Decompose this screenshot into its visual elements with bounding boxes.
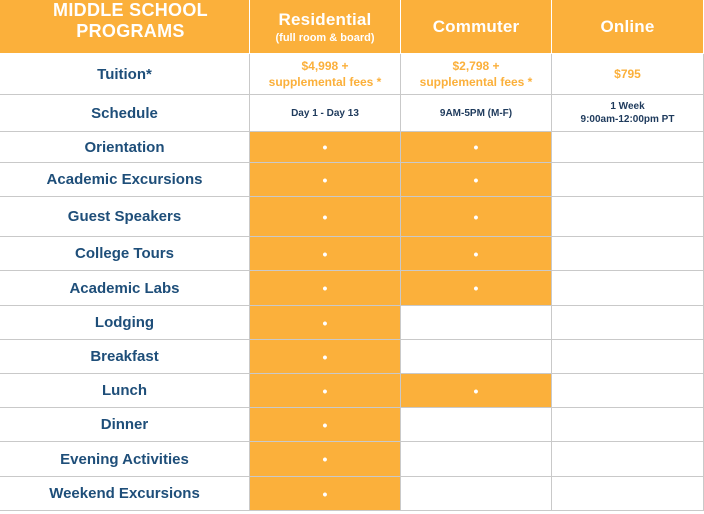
- schedule-line: 1 Week: [610, 101, 645, 112]
- row-label-weekend-excursions: Weekend Excursions: [0, 477, 250, 511]
- row-label-academic-labs: Academic Labs: [0, 271, 250, 306]
- column-subtitle: (full room & board): [275, 31, 375, 44]
- included-dot-icon: •: [322, 382, 328, 399]
- row-label-schedule: Schedule: [0, 95, 250, 132]
- feature-cell-residential: [250, 442, 401, 477]
- included-dot-icon: •: [473, 208, 479, 225]
- feature-cell-residential: [250, 163, 401, 197]
- feature-cell-online: [552, 197, 704, 237]
- table-title: MIDDLE SCHOOL PROGRAMS: [0, 0, 250, 54]
- included-dot-icon: •: [322, 416, 328, 433]
- feature-cell-commuter: [401, 340, 552, 374]
- column-name: Commuter: [432, 16, 520, 36]
- row-label-dinner: Dinner: [0, 408, 250, 442]
- feature-cell-residential: [250, 132, 401, 163]
- included-dot-icon: •: [322, 245, 328, 262]
- feature-cell-residential: [250, 271, 401, 306]
- feature-cell-commuter: [401, 197, 552, 237]
- column-header-online: [552, 0, 704, 54]
- included-dot-icon: •: [473, 382, 479, 399]
- included-dot-icon: •: [473, 245, 479, 262]
- feature-cell-online: [552, 374, 704, 408]
- feature-cell-residential: [250, 477, 401, 511]
- feature-cell-commuter: [401, 271, 552, 306]
- included-dot-icon: •: [322, 208, 328, 225]
- feature-cell-commuter: [401, 442, 552, 477]
- feature-cell-commuter: [401, 237, 552, 271]
- tuition-residential: [250, 54, 401, 95]
- feature-cell-online: [552, 442, 704, 477]
- feature-cell-residential: [250, 237, 401, 271]
- feature-cell-residential: [250, 374, 401, 408]
- feature-cell-residential: [250, 340, 401, 374]
- feature-cell-online: [552, 132, 704, 163]
- feature-cell-residential: [250, 408, 401, 442]
- feature-cell-commuter: [401, 374, 552, 408]
- feature-cell-online: [552, 237, 704, 271]
- included-dot-icon: •: [322, 280, 328, 296]
- feature-cell-commuter: [401, 306, 552, 340]
- row-label-college-tours: College Tours: [0, 237, 250, 271]
- row-label-tuition: Tuition*: [0, 54, 250, 95]
- schedule-online: [552, 95, 704, 132]
- column-header-commuter: [401, 0, 552, 54]
- row-label-evening-activities: Evening Activities: [0, 442, 250, 477]
- schedule-line: 9:00am-12:00pm PT: [580, 114, 675, 125]
- included-dot-icon: •: [473, 171, 479, 188]
- feature-cell-online: [552, 271, 704, 306]
- row-label-orientation: Orientation: [0, 132, 250, 163]
- price-line: $4,998 +: [301, 59, 349, 73]
- included-dot-icon: •: [322, 348, 328, 365]
- feature-cell-commuter: [401, 163, 552, 197]
- price-note: supplemental fees *: [419, 75, 533, 89]
- column-name: Residential: [278, 9, 372, 29]
- column-header-residential: [250, 0, 401, 54]
- included-dot-icon: •: [473, 280, 479, 296]
- price-note: supplemental fees *: [268, 75, 382, 89]
- row-label-academic-excursions: Academic Excursions: [0, 163, 250, 197]
- included-dot-icon: •: [322, 451, 328, 467]
- included-dot-icon: •: [322, 485, 328, 502]
- schedule-residential: [250, 95, 401, 132]
- feature-cell-online: [552, 408, 704, 442]
- feature-cell-online: [552, 340, 704, 374]
- feature-cell-online: [552, 306, 704, 340]
- tuition-online: [552, 54, 704, 95]
- feature-cell-online: [552, 477, 704, 511]
- included-dot-icon: •: [322, 314, 328, 331]
- column-name: Online: [600, 16, 655, 36]
- feature-cell-commuter: [401, 477, 552, 511]
- included-dot-icon: •: [322, 171, 328, 188]
- schedule-line: 9AM-5PM (M-F): [439, 107, 513, 119]
- price-line: $795: [614, 67, 641, 81]
- row-label-breakfast: Breakfast: [0, 340, 250, 374]
- schedule-commuter: [401, 95, 552, 132]
- included-dot-icon: •: [322, 139, 328, 155]
- row-label-guest-speakers: Guest Speakers: [0, 197, 250, 237]
- feature-cell-online: [552, 163, 704, 197]
- feature-cell-residential: [250, 197, 401, 237]
- feature-cell-commuter: [401, 132, 552, 163]
- price-line: $2,798 +: [452, 59, 500, 73]
- feature-cell-commuter: [401, 408, 552, 442]
- row-label-lodging: Lodging: [0, 306, 250, 340]
- feature-cell-residential: [250, 306, 401, 340]
- included-dot-icon: •: [473, 139, 479, 155]
- schedule-line: Day 1 - Day 13: [291, 107, 359, 119]
- tuition-commuter: [401, 54, 552, 95]
- row-label-lunch: Lunch: [0, 374, 250, 408]
